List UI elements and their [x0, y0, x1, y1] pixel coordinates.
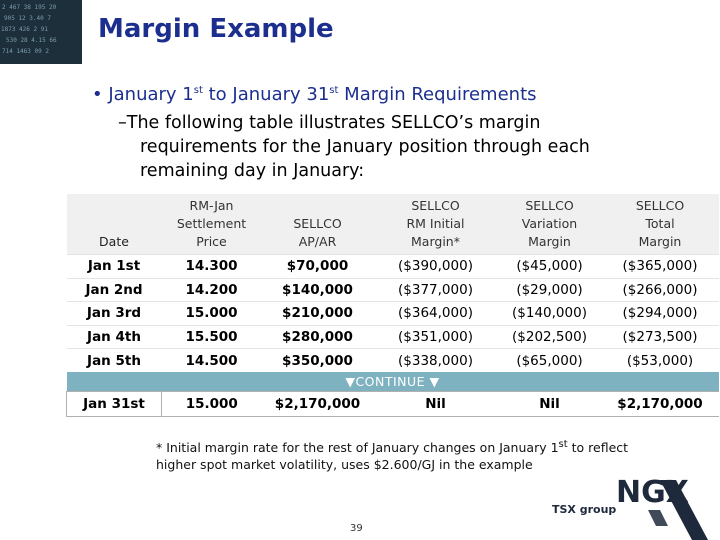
sub-line-1: –The following table illustrates SELLCO’s margin	[118, 113, 541, 133]
cell-ap-ar: $280,000	[262, 325, 374, 349]
cell-price: 15.000	[162, 391, 262, 416]
table-row	[67, 325, 719, 349]
cell-total-margin: ($266,000)	[602, 278, 719, 302]
cell-variation-margin: ($29,000)	[498, 278, 602, 302]
bullet-sup-1: st	[193, 85, 203, 96]
cell-price: 15.500	[162, 325, 262, 349]
sub-line-2: requirements for the January position through each	[140, 137, 590, 157]
header-date: Date	[67, 194, 162, 255]
cell-variation-margin: ($65,000)	[498, 349, 602, 372]
cell-variation-margin: ($202,500)	[498, 325, 602, 349]
table-row	[67, 349, 719, 372]
bullet-text-2: to January 31	[202, 84, 330, 105]
cell-total-margin: ($294,000)	[602, 302, 719, 326]
cell-variation-margin: ($140,000)	[498, 302, 602, 326]
cell-variation-margin: ($45,000)	[498, 255, 602, 279]
table-row	[67, 302, 719, 326]
footnote: * Initial margin rate for the rest of January changes on January 1st to reflect higher spot market volatility, uses $2.600/GJ in the example	[156, 439, 629, 473]
cell-initial-margin: ($338,000)	[374, 349, 498, 372]
cell-date: Jan 1st	[67, 255, 162, 279]
cell-ap-ar: $70,000	[262, 255, 374, 279]
cell-price: 14.200	[162, 278, 262, 302]
bullet-sup-2: st	[329, 85, 339, 96]
continue-row	[67, 372, 719, 392]
cell-total-margin: ($365,000)	[602, 255, 719, 279]
header-total-margin: SELLCO Total Margin	[602, 194, 719, 255]
cell-total-margin: ($273,500)	[602, 325, 719, 349]
cell-date: Jan 2nd	[67, 278, 162, 302]
table-header-row	[67, 194, 719, 255]
cell-date: Jan 5th	[67, 349, 162, 372]
page-title: Margin Example	[98, 14, 334, 44]
cell-ap-ar: $350,000	[262, 349, 374, 372]
cell-date: Jan 31st	[67, 391, 162, 416]
cell-variation-margin: Nil	[498, 391, 602, 416]
cell-initial-margin: Nil	[374, 391, 498, 416]
header-variation-margin: SELLCO Variation Margin	[498, 194, 602, 255]
cell-price: 15.000	[162, 302, 262, 326]
cell-ap-ar: $140,000	[262, 278, 374, 302]
cell-date: Jan 4th	[67, 325, 162, 349]
tsx-group-label: TSX group	[552, 503, 617, 516]
cell-price: 14.500	[162, 349, 262, 372]
cell-initial-margin: ($351,000)	[374, 325, 498, 349]
corner-decoration: 2 467 38 195 20 905 12 3.40 7 1873 426 2 91 530 28 4.15 66 714 1463 09 2	[0, 0, 82, 64]
cell-price: 14.300	[162, 255, 262, 279]
table-row	[67, 278, 719, 302]
header-ap-ar: SELLCO AP/AR	[262, 194, 374, 255]
page-number: 39	[350, 523, 363, 534]
bullet-text-3: Margin Requirements	[338, 84, 537, 105]
cell-initial-margin: ($364,000)	[374, 302, 498, 326]
logo-slash-small	[648, 510, 668, 526]
table-row-final	[67, 391, 719, 416]
bullet-main	[92, 84, 537, 105]
bullet-dot: •	[92, 84, 109, 105]
sub-dash: –	[118, 113, 127, 133]
sub-bullet	[118, 111, 698, 183]
header-initial-margin: SELLCO RM Initial Margin*	[374, 194, 498, 255]
logo-text: NGX	[616, 476, 689, 510]
cell-initial-margin: ($377,000)	[374, 278, 498, 302]
cell-initial-margin: ($390,000)	[374, 255, 498, 279]
cell-total-margin: $2,170,000	[602, 391, 719, 416]
bullet-text-1: January 1	[108, 84, 194, 105]
cell-date: Jan 3rd	[67, 302, 162, 326]
header-settlement-price: RM-Jan Settlement Price	[162, 194, 262, 255]
continue-label: ▼CONTINUE ▼	[67, 372, 719, 392]
cell-ap-ar: $2,170,000	[262, 391, 374, 416]
margin-table	[66, 194, 719, 417]
cell-total-margin: ($53,000)	[602, 349, 719, 372]
cell-ap-ar: $210,000	[262, 302, 374, 326]
table-row	[67, 255, 719, 279]
sub-line-3: remaining day in January:	[140, 161, 365, 181]
